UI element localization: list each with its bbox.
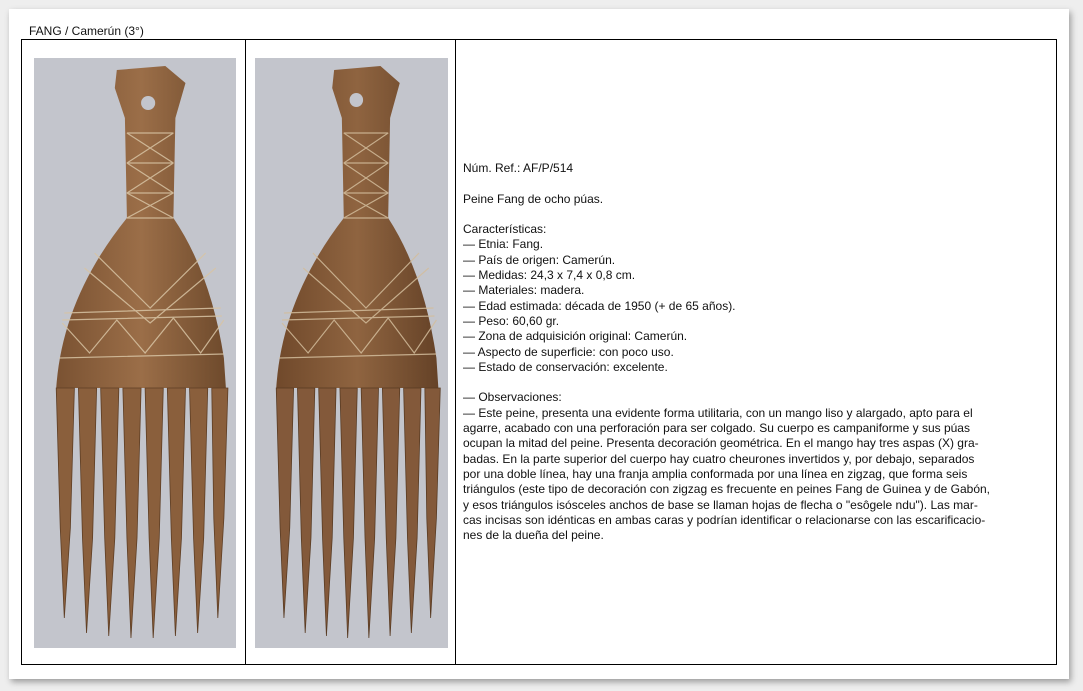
characteristic-item: — Aspecto de superficie: con poco uso.	[463, 344, 674, 359]
description-text	[463, 161, 1048, 543]
characteristic-item: — País de origen: Camerún.	[463, 252, 616, 267]
observations-line: badas. En la parte superior del cuerpo hay cuatro cheurones invertidos y, por debajo, separados	[463, 451, 975, 466]
page-title: FANG / Camerún (3°)	[29, 24, 144, 38]
reference-number: Núm. Ref.: AF/P/514	[463, 161, 574, 175]
observations-line: triángulos (este tipo de decoración con zigzag es frecuente en peines Fang de Guinea y de Gabón,	[463, 482, 991, 497]
characteristic-item: — Etnia: Fang.	[463, 237, 544, 252]
description-cell	[456, 40, 1058, 664]
comb-front-photo	[34, 58, 236, 648]
observations-line: — Este peine, presenta una evidente forma utilitaria, con un mango liso y alargado, apto para el	[463, 405, 973, 420]
characteristic-item: — Materiales: madera.	[463, 283, 585, 298]
characteristic-item: — Zona de adquisición original: Camerún.	[463, 329, 688, 344]
comb-illustration	[34, 58, 236, 648]
characteristic-item: — Edad estimada: década de 1950 (+ de 65 años).	[463, 298, 736, 313]
observations-heading: — Observaciones:	[463, 390, 562, 405]
observations-line: y esos triángulos isósceles anchos de base se llaman hojas de flecha o "esôgele ndu"). Las mar-	[463, 497, 978, 512]
document-page	[9, 9, 1069, 679]
photo-cell-back	[246, 40, 456, 664]
observations-line: por una doble línea, hay una franja amplia conformada por una línea en zigzag, que forma seis	[463, 466, 968, 481]
observations-line: agarre, acabado con una perforación para ser colgado. Su cuerpo es campaniforme y sus púas	[463, 421, 970, 436]
characteristics-heading: Características:	[463, 222, 547, 237]
photo-cell-front	[22, 40, 246, 664]
characteristic-item: — Medidas: 24,3 x 7,4 x 0,8 cm.	[463, 268, 636, 283]
observations-line: ocupan la mitad del peine. Presenta decoración geométrica. En el mango hay tres aspas (X) gra-	[463, 436, 979, 451]
catalog-table	[21, 39, 1057, 665]
comb-back-photo	[255, 58, 448, 648]
observations-line: nes de la dueña del peine.	[463, 528, 604, 543]
observations-line: cas incisas son idénticas en ambas caras y podrían identificar o relacionarse con las escarificacio-	[463, 512, 986, 527]
characteristic-item: — Peso: 60,60 gr.	[463, 313, 560, 328]
comb-illustration	[255, 58, 448, 648]
characteristic-item: — Estado de conservación: excelente.	[463, 359, 668, 374]
summary: Peine Fang de ocho púas.	[463, 191, 604, 206]
